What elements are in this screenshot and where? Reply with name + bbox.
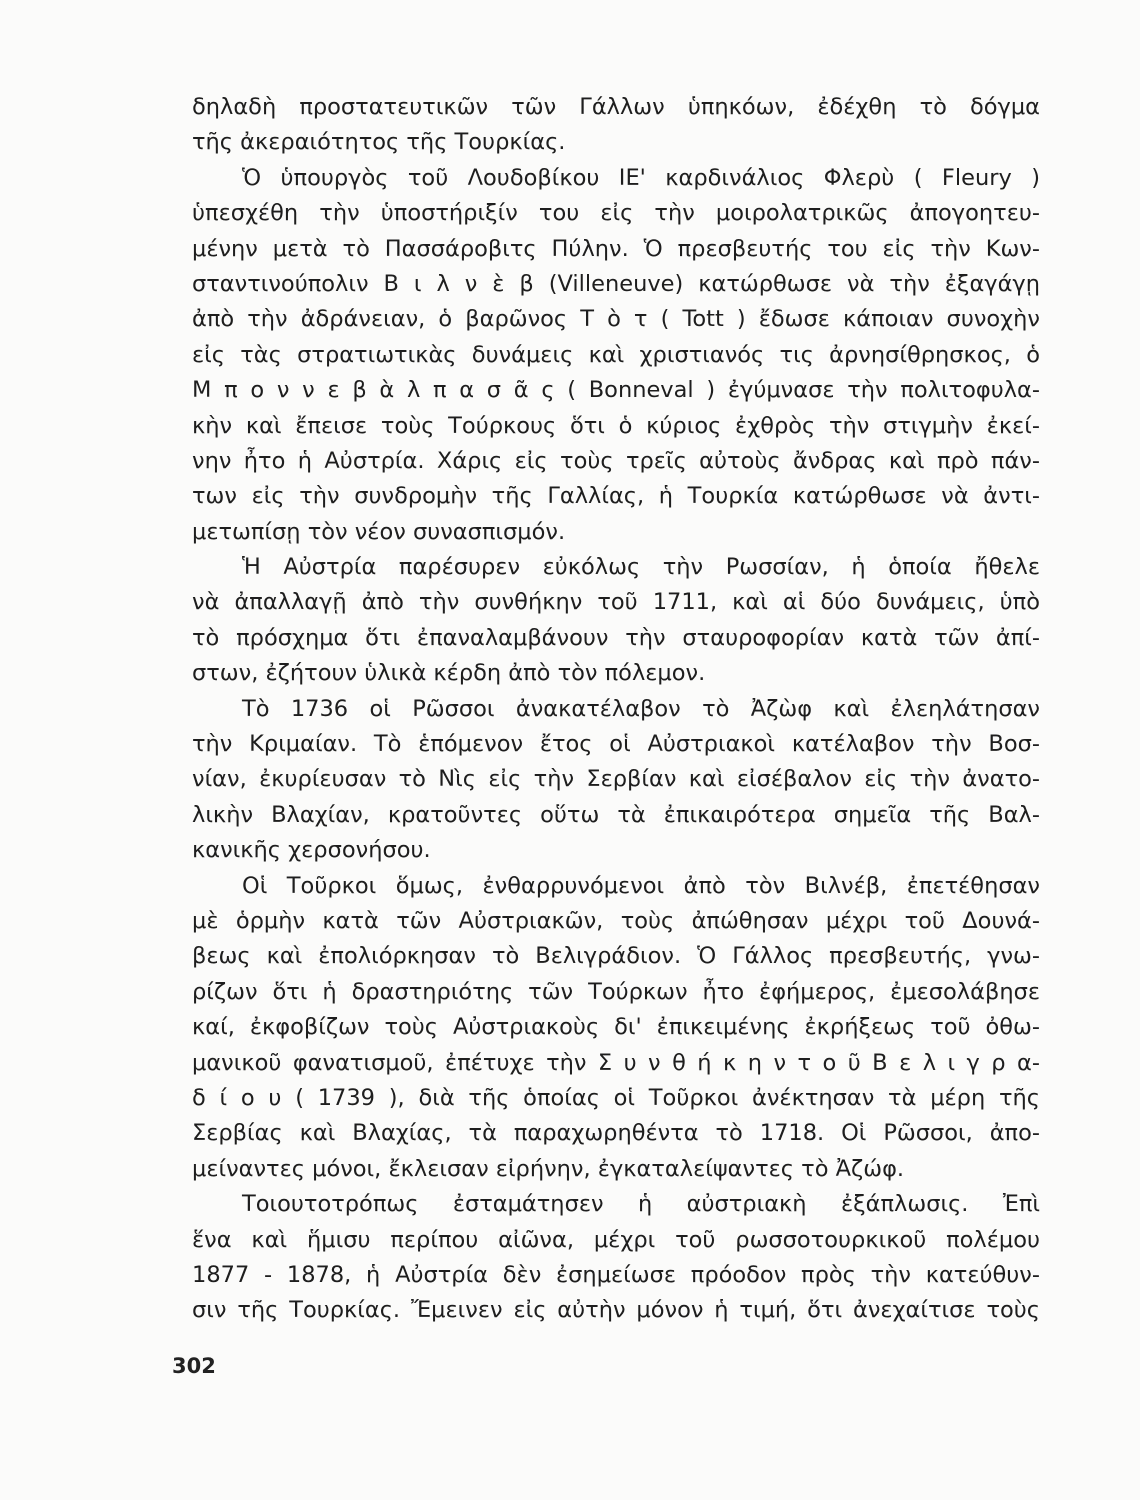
- text-line: νην ἦτο ἡ Αὐστρία. Χάρις εἰς τοὺς τρεῖς αὐτοὺς ἄνδρας καὶ πρὸ πάν-: [192, 447, 1040, 474]
- text-line: Ὁ ὑπουργὸς τοῦ Λουδοβίκου ΙΕ' καρδινάλιος Φλερὺ ( Fleury ): [242, 164, 1040, 191]
- text-line: δ ί ο υ ( 1739 ), διὰ τῆς ὁποίας οἱ Τοῦρκοι ἀνέκτησαν τὰ μέρη τῆς: [192, 1084, 1040, 1111]
- text-line: Ἡ Αὐστρία παρέσυρεν εὐκόλως τὴν Ρωσσίαν, ἡ ὁποία ἤθελε: [242, 554, 1040, 581]
- text-line: νὰ ἀπαλλαγῇ ἀπὸ τὴν συνθήκην τοῦ 1711, καὶ αἱ δύο δυνάμεις, ὑπὸ: [192, 589, 1040, 616]
- text-line: μείναντες μόνοι, ἔκλεισαν εἰρήνην, ἐγκαταλείψαντες τὸ Ἀζώφ.: [192, 1155, 905, 1182]
- text-line: Τὸ 1736 οἱ Ρῶσσοι ἀνακατέλαβον τὸ Ἀζὼφ καὶ ἐλεηλάτησαν: [242, 695, 1040, 722]
- text-line: Σερβίας καὶ Βλαχίας, τὰ παραχωρηθέντα τὸ 1718. Οἱ Ρῶσσοι, ἀπο-: [192, 1120, 1040, 1147]
- text-line: κὴν καὶ ἔπεισε τοὺς Τούρκους ὅτι ὁ κύριος ἐχθρὸς τὴν στιγμὴν ἐκεί-: [192, 412, 1040, 439]
- text-line: εἰς τὰς στρατιωτικὰς δυνάμεις καὶ χριστιανός τις ἀρνησίθρησκος, ὁ: [192, 341, 1040, 368]
- text-line: μανικοῦ φανατισμοῦ, ἐπέτυχε τὴν Σ υ ν θ ή κ η ν τ ο ῦ Β ε λ ι γ ρ α-: [192, 1049, 1040, 1076]
- text-line: στων, ἐζήτουν ὑλικὰ κέρδη ἀπὸ τὸν πόλεμον.: [192, 660, 706, 687]
- text-line: καί, ἐκφοβίζων τοὺς Αὐστριακοὺς δι' ἐπικειμένης ἐκρήξεως τοῦ ὀθω-: [192, 1014, 1040, 1041]
- text-line: μὲ ὁρμὴν κατὰ τῶν Αὐστριακῶν, τοὺς ἀπώθησαν μέχρι τοῦ Δουνά-: [192, 907, 1040, 934]
- page-number: 302: [172, 1354, 216, 1378]
- text-line: Μ π ο ν ν ε β ὰ λ π α σ ᾶ ς ( Bonneval ) ἐγύμνασε τὴν πολιτοφυλα-: [192, 377, 1040, 404]
- text-line: βεως καὶ ἐπολιόρκησαν τὸ Βελιγράδιον. Ὁ Γάλλος πρεσβευτής, γνω-: [192, 943, 1040, 970]
- text-line: τὸ πρόσχημα ὅτι ἐπαναλαμβάνουν τὴν σταυροφορίαν κατὰ τῶν ἀπί-: [192, 624, 1040, 651]
- text-line: Οἱ Τοῦρκοι ὅμως, ἐνθαρρυνόμενοι ἀπὸ τὸν Βιλνέβ, ἐπετέθησαν: [242, 872, 1040, 899]
- text-line: μετωπίσῃ τὸν νέον συνασπισμόν.: [192, 518, 566, 545]
- text-line: ἀπὸ τὴν ἀδράνειαν, ὁ βαρῶνος Τ ὸ τ ( Tott ) ἔδωσε κάποιαν συνοχὴν: [192, 306, 1040, 333]
- text-line: δηλαδὴ προστατευτικῶν τῶν Γάλλων ὑπηκόων, ἐδέχθη τὸ δόγμα: [192, 94, 1040, 120]
- text-line: ρίζων ὅτι ἡ δραστηριότης τῶν Τούρκων ἦτο ἐφήμερος, ἐμεσολάβησε: [192, 978, 1040, 1005]
- page-body: [192, 90, 1040, 1329]
- text-line: σιν τῆς Τουρκίας. Ἔμεινεν εἰς αὐτὴν μόνον ἡ τιμή, ὅτι ἀνεχαίτισε τοὺς: [192, 1297, 1040, 1324]
- text-line: Τοιουτοτρόπως ἐσταμάτησεν ἡ αὐστριακὴ ἐξάπλωσις. Ἐπὶ: [242, 1191, 1040, 1218]
- text-line: μένην μετὰ τὸ Πασσάροβιτς Πύλην. Ὁ πρεσβευτής του εἰς τὴν Κων-: [192, 235, 1040, 262]
- text-line: λικὴν Βλαχίαν, κρατοῦντες οὕτω τὰ ἐπικαιρότερα σημεῖα τῆς Βαλ-: [192, 801, 1040, 828]
- text-line: νίαν, ἐκυρίευσαν τὸ Νὶς εἰς τὴν Σερβίαν καὶ εἰσέβαλον εἰς τὴν ἀνατο-: [192, 766, 1040, 793]
- text-line: ἕνα καὶ ἥμισυ περίπου αἰῶνα, μέχρι τοῦ ρωσσοτουρκικοῦ πολέμου: [192, 1226, 1040, 1253]
- text-line: 1877 - 1878, ἡ Αὐστρία δὲν ἐσημείωσε πρόοδον πρὸς τὴν κατεύθυν-: [192, 1261, 1040, 1288]
- text-line: κανικῆς χερσονήσου.: [192, 837, 431, 864]
- text-line: τῆς ἀκεραιότητος τῆς Τουρκίας.: [192, 129, 566, 156]
- text-line: τὴν Κριμαίαν. Τὸ ἑπόμενον ἔτος οἱ Αὐστριακοὶ κατέλαβον τὴν Βοσ-: [192, 731, 1040, 758]
- text-line: σταντινούπολιν Β ι λ ν ὲ β (Villeneuve) κατώρθωσε νὰ τὴν ἐξαγάγῃ: [192, 270, 1040, 297]
- text-line: ὑπεσχέθη τὴν ὑποστήριξίν του εἰς τὴν μοιρολατρικῶς ἀπογοητευ-: [192, 200, 1040, 227]
- text-line: των εἰς τὴν συνδρομὴν τῆς Γαλλίας, ἡ Τουρκία κατώρθωσε νὰ ἀντι-: [192, 483, 1040, 510]
